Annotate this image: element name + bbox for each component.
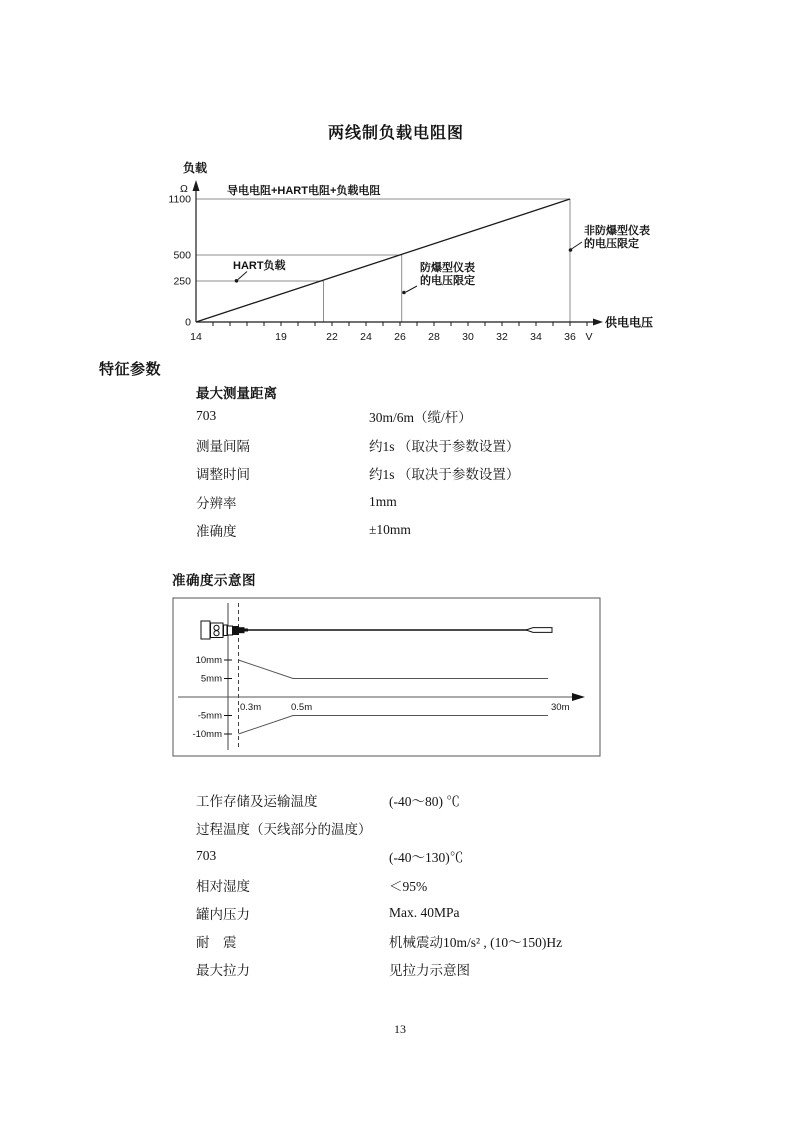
- x-axis-title: 供电电压: [605, 315, 654, 330]
- spec-value: 约1s （取决于参数设置）: [369, 438, 520, 454]
- x-tick-label: 14: [190, 331, 202, 343]
- x-tick-label: 36: [564, 331, 576, 343]
- spec-value: ＜95%: [389, 878, 428, 894]
- spec-label: 相对湿度: [196, 878, 250, 894]
- annotation-hart-load: HART负载: [233, 260, 286, 272]
- spec-row: [196, 927, 562, 955]
- y-axis-title: 负载: [183, 161, 208, 175]
- spec-row: [196, 814, 562, 842]
- x-axis-arrow: [593, 319, 603, 326]
- y-tick-label: 1100: [168, 193, 191, 206]
- leader-line: [406, 286, 417, 292]
- spec-label: 准确度: [196, 524, 237, 540]
- load-resistance-chart: [0, 145, 800, 360]
- spec-value: 机械震动10m/s² , (10～150)Hz: [389, 935, 563, 951]
- y-axis-arrow: [193, 180, 200, 191]
- subheading-max-measuring-distance: 最大测量距离: [196, 386, 277, 401]
- spec-label: 耐 震: [196, 935, 237, 951]
- spec-row: [196, 431, 519, 460]
- sensor-icon: [233, 627, 239, 635]
- annotation-ex-voltage-limit: 的电压限定: [420, 275, 475, 287]
- annotation-ex-voltage-limit: 防爆型仪表: [420, 262, 475, 274]
- page-number: 13: [394, 1022, 406, 1036]
- sensor-icon: [240, 628, 245, 633]
- mm-tick-label: -10mm: [192, 729, 222, 740]
- y-tick-label: 500: [173, 249, 191, 262]
- spec-value: (-40～80) ℃: [389, 794, 460, 810]
- x-tick-label: 32: [496, 331, 508, 343]
- marker-dot: [569, 248, 573, 252]
- spec-value: 30m/6m（缆/杆）: [369, 410, 472, 426]
- spec-row: [196, 842, 562, 870]
- sensor-icon: [224, 625, 228, 636]
- accuracy-diagram: [0, 590, 800, 765]
- spec-row: [196, 955, 562, 983]
- marker-dot: [235, 279, 239, 283]
- spec-row: [196, 488, 519, 517]
- distance-tick-label: 0.3m: [240, 702, 262, 713]
- x-tick-label: 30: [462, 331, 474, 343]
- spec-label: 过程温度（天线部分的温度）: [196, 822, 372, 838]
- spec-list-1: [196, 402, 519, 545]
- leader-line: [572, 242, 583, 249]
- spec-value: 约1s （取决于参数设置）: [369, 467, 520, 483]
- spec-value: (-40～130)℃: [389, 850, 464, 866]
- spec-row: [196, 899, 562, 927]
- spec-label: 调整时间: [196, 467, 250, 483]
- x-tick-label: 22: [326, 331, 338, 343]
- annotation-nonex-voltage-limit: 的电压限定: [584, 238, 639, 250]
- diagram-border: [173, 598, 600, 756]
- annotation-nonex-voltage-limit: 非防爆型仪表: [584, 225, 650, 237]
- section-heading-characteristic-parameters: 特征参数: [99, 362, 162, 378]
- spec-value: 1mm: [369, 493, 397, 509]
- spec-value: ±10mm: [369, 522, 411, 538]
- spec-row: [196, 871, 562, 899]
- figure2-heading: 准确度示意图: [172, 573, 256, 588]
- spec-label: 分辨率: [196, 495, 237, 511]
- spec-label: 703: [196, 408, 217, 424]
- spec-label: 最大拉力: [196, 963, 250, 979]
- spec-row: [196, 786, 562, 814]
- x-tick-label: 28: [428, 331, 440, 343]
- spec-list-2: [196, 786, 562, 983]
- upper-error-band: [239, 660, 549, 679]
- x-unit-label: V: [585, 331, 593, 343]
- y-unit-label: Ω: [180, 183, 188, 195]
- distance-tick-label: 0.5m: [291, 702, 313, 713]
- mm-tick-label: 10mm: [195, 655, 222, 666]
- marker-dot: [402, 291, 406, 295]
- sensor-icon: [201, 621, 210, 639]
- spec-row: [196, 459, 519, 488]
- mm-tick-label: -5mm: [197, 710, 222, 722]
- spec-value: 见拉力示意图: [389, 963, 470, 979]
- spec-value: Max. 40MPa: [389, 904, 460, 920]
- x-tick-label: 34: [530, 331, 542, 343]
- figure1-title: 两线制负载电阻图: [327, 125, 464, 142]
- spec-label: 703: [196, 848, 217, 864]
- spec-row: [196, 516, 519, 545]
- y-tick-label: 0: [185, 316, 191, 329]
- axis-arrow: [572, 693, 585, 701]
- leader-line: [238, 272, 247, 280]
- lower-error-band: [239, 716, 549, 735]
- x-tick-label: 19: [275, 331, 287, 343]
- spec-row: [196, 402, 519, 431]
- spec-label: 工作存储及运输温度: [196, 794, 318, 810]
- distance-tick-label: 30m: [551, 702, 570, 713]
- cable-end-weight: [526, 628, 552, 633]
- annotation-total-resistance: 导电电阻+HART电阻+负载电阻: [227, 185, 381, 197]
- x-tick-label: 24: [360, 331, 372, 343]
- spec-label: 测量间隔: [196, 438, 250, 454]
- sensor-icon: [228, 626, 233, 635]
- y-tick-label: 250: [173, 275, 191, 288]
- x-tick-label: 26: [394, 331, 406, 343]
- spec-label: 罐内压力: [196, 906, 250, 922]
- mm-tick-label: 5mm: [200, 673, 222, 685]
